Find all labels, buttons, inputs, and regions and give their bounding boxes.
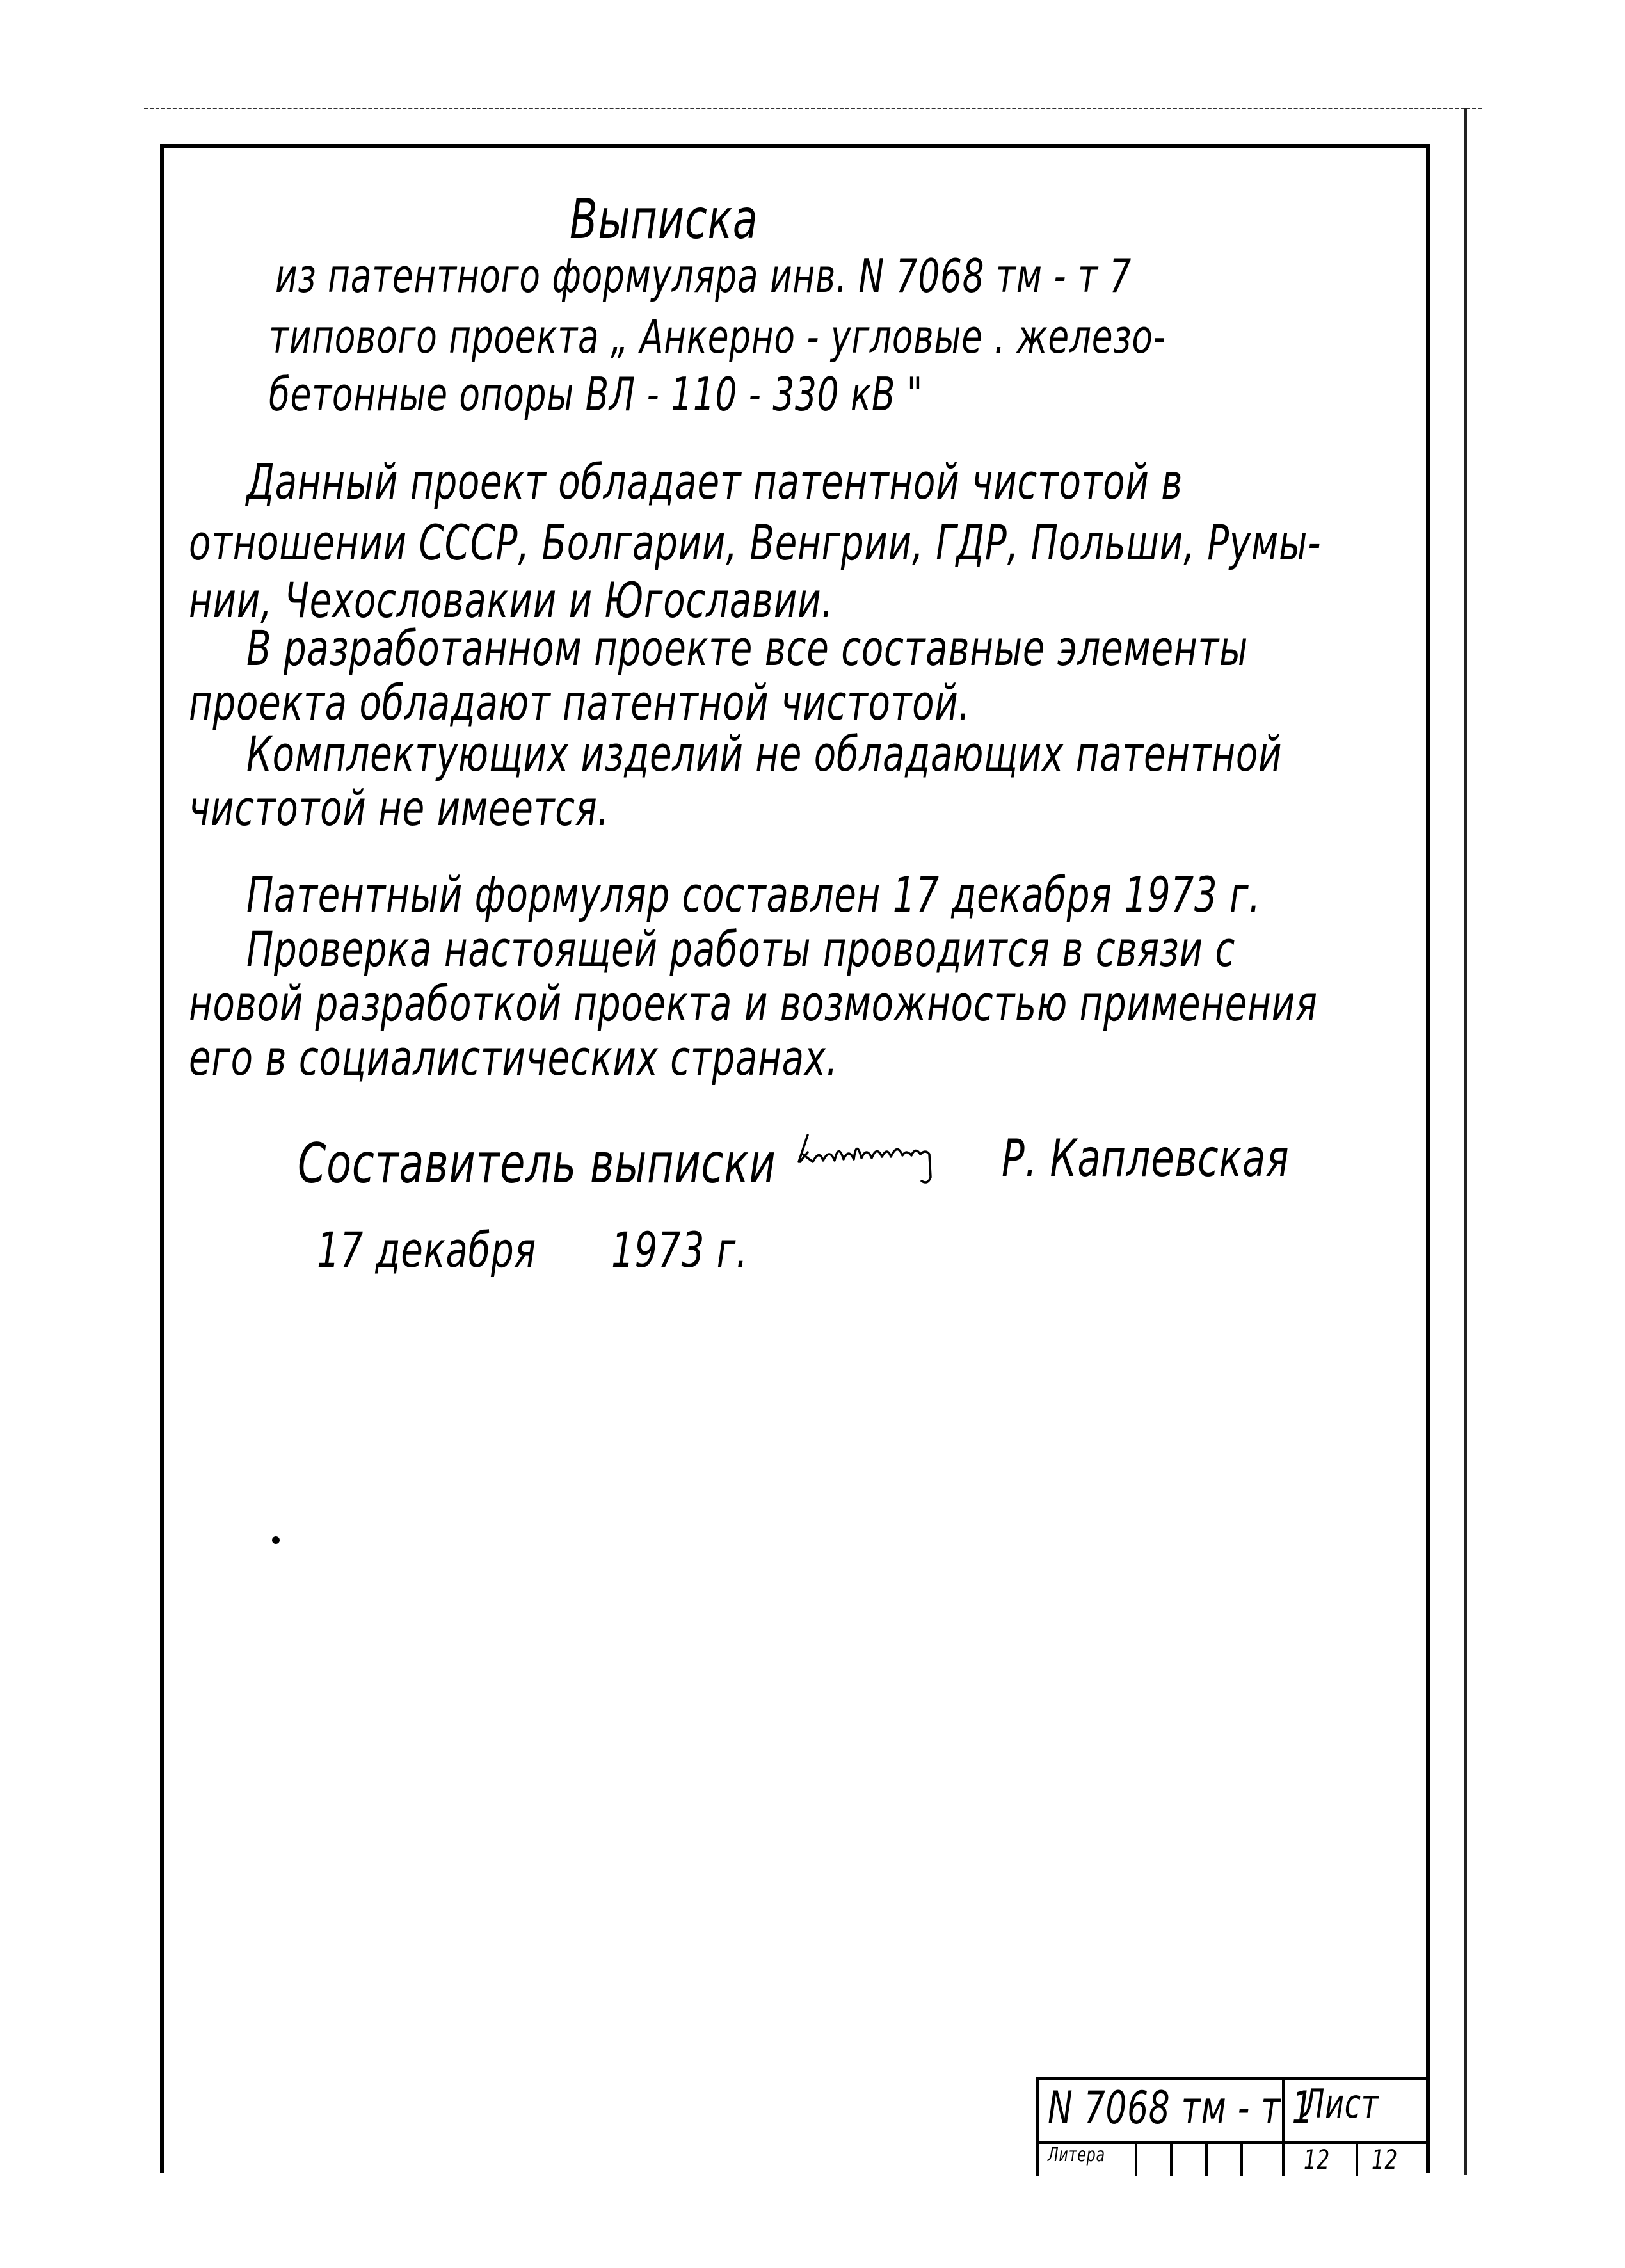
- paragraph4-line-2: Проверка настоящей работы проводится в связи с: [246, 921, 1236, 977]
- title-block-sheet-label: Лист: [1302, 2080, 1379, 2127]
- paragraph1-line-3: нии, Чехословакии и Югославии.: [189, 572, 834, 629]
- compiler-signature: [794, 1123, 998, 1196]
- title-block-sheet-number: 12: [1304, 2144, 1331, 2175]
- subtitle-line-3: бетонные опоры ВЛ - 110 - 330 кВ ": [269, 367, 924, 421]
- title-block-separator: [1282, 2080, 1285, 2176]
- paragraph3-line-2: чистотой не имеется.: [189, 780, 610, 837]
- paragraph4-line-1: Патентный формуляр составлен 17 декабря 1973 г.: [246, 866, 1261, 923]
- title-block-cell-divider: [1240, 2141, 1243, 2176]
- frame-right-border: [1426, 144, 1430, 2173]
- speck: [272, 1536, 280, 1544]
- paragraph1-line-1: Данный проект обладает патентной чистотой в: [246, 453, 1183, 510]
- title-block-cell-divider: [1170, 2141, 1173, 2176]
- subtitle-line-1: из патентного формуляра инв. N 7068 тм - т 7: [275, 249, 1132, 303]
- title-block-cell-divider: [1135, 2141, 1137, 2176]
- date-year: 1973 г.: [611, 1221, 748, 1278]
- frame-top-dashed-line: [144, 108, 1482, 109]
- compiler-name: Р. Каплевская: [1002, 1129, 1290, 1188]
- title-block-cell-divider: [1356, 2141, 1358, 2176]
- compiler-label: Составитель выписки: [298, 1132, 776, 1196]
- title-block-cell-divider: [1205, 2141, 1208, 2176]
- paragraph2-line-2: проекта обладают патентной чистотой.: [189, 674, 971, 731]
- paragraph2-line-1: В разработанном проекте все составные элементы: [246, 620, 1249, 677]
- title-block-sheet-total: 12: [1372, 2144, 1398, 2175]
- signature-scribble: [794, 1123, 998, 1194]
- paragraph4-line-3: новой разработкой проекта и возможностью применения: [189, 975, 1318, 1032]
- date-day-month: 17 декабря: [317, 1221, 536, 1278]
- frame-right-outer-line: [1464, 108, 1467, 2175]
- paragraph1-line-2: отношении СССР, Болгарии, Венгрии, ГДР, Польши, Румы-: [189, 514, 1322, 571]
- paragraph3-line-1: Комплектующих изделий не обладающих патентной: [246, 725, 1283, 782]
- paragraph4-line-4: его в социалистических странах.: [189, 1029, 838, 1086]
- frame-top-border: [160, 144, 1430, 148]
- frame-left-border: [160, 144, 164, 2173]
- subtitle-line-2: типового проекта „ Анкерно - угловые . железо-: [269, 310, 1166, 364]
- title-block-litera-label: Литера: [1048, 2144, 1105, 2166]
- title-block-doc-number: N 7068 тм - т 1: [1048, 2082, 1314, 2134]
- document-title: Выписка: [570, 188, 758, 252]
- title-block: [1036, 2077, 1429, 2176]
